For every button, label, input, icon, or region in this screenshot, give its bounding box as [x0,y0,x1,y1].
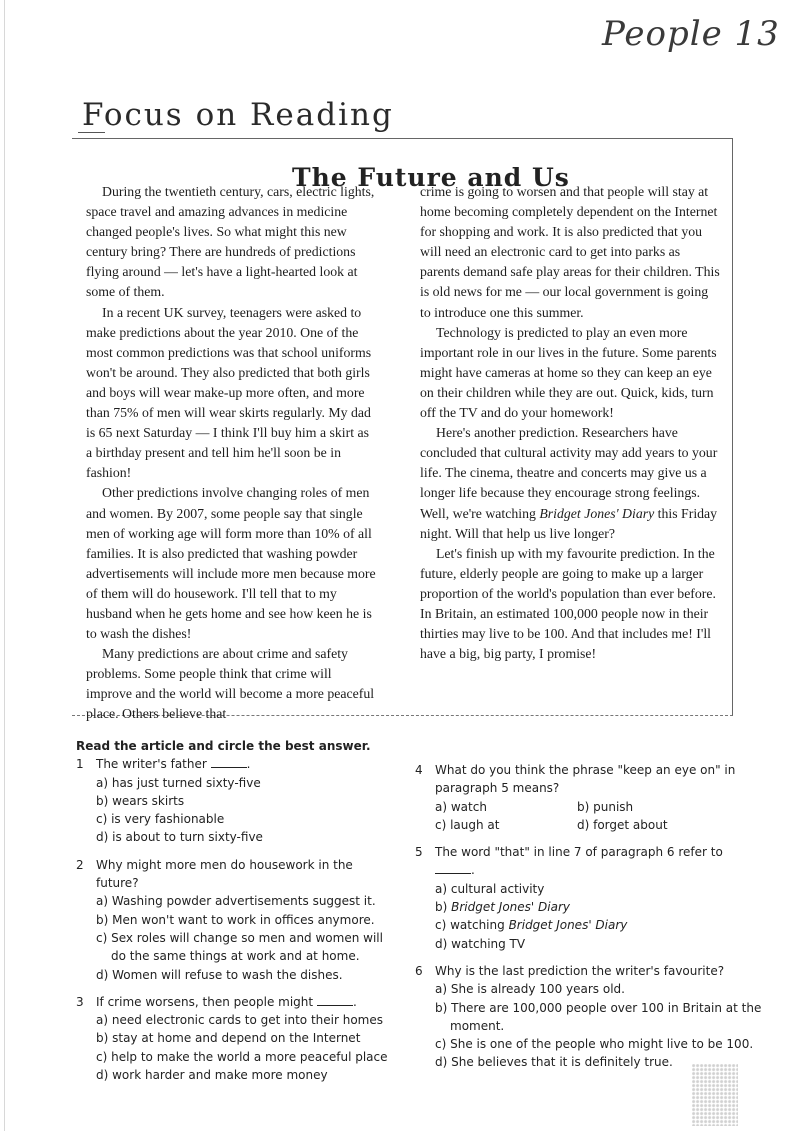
question-number: 6 [415,963,423,978]
option-c[interactable] [435,916,765,934]
question-6 [415,962,765,1072]
option-d[interactable]: d) forget about [577,817,668,832]
option-a[interactable]: a) She is already 100 years old. [435,982,625,997]
question-number: 3 [76,994,84,1009]
option-d[interactable]: d) is about to turn sixty-five [96,830,263,845]
option-c[interactable]: c) Sex roles will change so men and women will do the same things at work and at home. [96,930,383,964]
question-text: Why might more men do housework in the future? [96,857,353,891]
paragraph-text: this Friday night. Will that help us live longer? [420,505,718,541]
film-title: Bridget Jones' Diary [508,918,628,933]
option-a[interactable]: a) Washing powder advertisements suggest it. [96,894,376,909]
question-4 [415,761,765,834]
option-b[interactable]: b) Men won't want to work in offices anymore. [96,912,375,927]
answer-blank [317,995,353,1006]
article-paragraph: During the twentieth century, cars, electric lights, space travel and amazing advances in medicine changed people's lives. So what might this new century bring? There are hundreds of predictions flying around — let's have a light-hearted look at some of them. [86,184,375,300]
question-1 [76,755,396,846]
question-stem: The word "that" in line 7 of paragraph 6 refer to [435,845,723,860]
option-a[interactable]: a) has just turned sixty-five [96,775,261,790]
option-a[interactable]: a) watch [435,799,487,814]
question-3 [76,993,396,1084]
article-column-right [420,182,720,664]
option-d[interactable]: d) She believes that it is definitely true. [435,1055,673,1070]
article-paragraph: Technology is predicted to play an even more important role in our lives in the future. Some parents might have cameras at home so they can keep an eye on their children while they are out. Quick, kids, turn off the TV and do your homework! [420,324,717,421]
page-label: People 13 [602,14,780,54]
question-text: Why is the last prediction the writer's favourite? [435,963,725,978]
option-c[interactable]: c) She is one of the people who might live to be 100. [435,1037,754,1052]
answer-blank [211,757,247,768]
article-paragraph: crime is going to worsen and that people will stay at home becoming completely dependent on the Internet for shopping and work. It is also predicted that you will need an electronic card to get into parks as parents demand safe play areas for their children. This is old news for me — our local government is going to introduce one this summer. [420,184,720,320]
section-title: Focus on Reading [82,96,394,133]
question-stem: If crime worsens, then people might [96,994,314,1009]
option-prefix: c) watching [435,918,505,933]
question-text: What do you think the phrase "keep an eye on" in paragraph 5 means? [435,763,736,796]
question-stem: The writer's father [96,757,207,772]
option-c[interactable]: c) laugh at [435,817,500,832]
question-text: The word "that" in line 7 of paragraph 6 refer to . [435,845,723,878]
article-paragraph: Many predictions are about crime and safety problems. Some people think that crime will improve and the world will become a more peaceful place. Others believe that [86,646,375,722]
option-b[interactable]: b) There are 100,000 people over 100 in Britain at the moment. [435,1000,762,1033]
paragraph-text: Here's another prediction. Researchers have concluded that cultural activity may add years to your life. The cinema, theatre and concerts may give us a longer life because they encourage strong feelings. Well, we're watching [420,425,718,521]
option-prefix: b) [435,900,448,915]
question-number: 4 [415,763,423,777]
article-paragraph: In a recent UK survey, teenagers were asked to make predictions about the year 2010. One of the most common predictions was that school uniforms won't be around. They also predicted that both girls and boys will wear make-up more often, and more than 75% of men will wear skirts regularly. My dad is 65 next Saturday — I think I'll buy him a skirt as a birthday present and tell him he'll soon be in fashion! [86,304,372,481]
option-c[interactable]: c) is very fashionable [96,812,225,827]
quiz-instruction: Read the article and circle the best answer. [76,739,371,753]
option-b[interactable] [435,898,765,916]
option-a[interactable]: a) need electronic cards to get into their homes [96,1013,384,1028]
option-b[interactable]: b) stay at home and depend on the Internet [96,1031,361,1046]
scan-smudge [692,1064,738,1126]
article-paragraph: Other predictions involve changing roles of men and women. By 2007, some people say that single men of working age will form more than 10% of all families. It is also predicted that washing powder advertisements will include more men because more of them will do housework. I'll tell that to my husband when he gets home and see how keen he is to wash the dishes! [86,485,376,642]
option-a[interactable]: a) cultural activity [435,881,545,896]
article-title: The Future and Us [292,162,570,192]
answer-blank [435,863,471,874]
option-d[interactable]: d) watching TV [435,936,526,951]
question-number: 2 [76,857,84,872]
question-text: The writer's father . [96,757,251,772]
question-number: 5 [415,845,423,860]
page-edge-line [4,0,5,1131]
questions-left-column [76,737,396,1084]
article-paragraph [420,423,720,544]
film-title: Bridget Jones' Diary [451,900,570,915]
option-b[interactable]: b) punish [577,799,634,814]
option-grid [435,798,765,835]
option-c[interactable]: c) help to make the world a more peaceful place [96,1049,388,1064]
question-2 [76,856,396,984]
article-column-left [86,182,378,725]
question-5 [415,843,765,953]
option-d[interactable]: d) Women will refuse to wash the dishes. [96,967,343,982]
option-d[interactable]: d) work harder and make more money [96,1068,328,1083]
film-title: Bridget Jones' Diary [539,505,655,521]
article-paragraph: Let's finish up with my favourite prediction. In the future, elderly people are going to make up a larger proportion of the world's population than ever before. In Britain, an estimated 100,000 people now in their thirties may live to be 100. And that includes me! I'll have a big, big party, I promise! [420,545,716,662]
question-text: If crime worsens, then people might . [96,994,357,1009]
option-b[interactable]: b) wears skirts [96,793,185,808]
header-rule [78,132,105,133]
question-number: 1 [76,757,84,772]
questions-right-column [415,761,765,1072]
